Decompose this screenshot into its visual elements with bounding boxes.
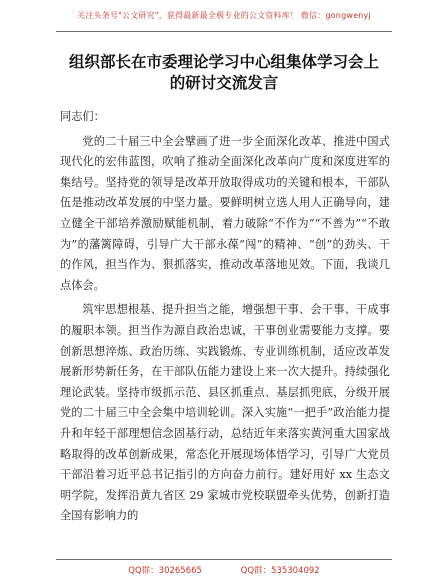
paragraph-2: 筑牢思想根基、提升担当之能，增强想干事、会干事、干成事的履职本领。担当作为源自政治忠诚，干事创业需要能力支撑。要创新思想淬炼、政治历练、实践锻炼、专业训练机制，适应改革发展新形势新任务，在干部队伍能力建设上来一次大提升。持续强化理论武装。坚持市级抓示范、县区抓重点、基层抓兜底，分级开展党的二十届三中全会集中培训轮训。深入实施“一把手”政治能力提升和年轻干部理想信念固基行动，总结近年来落实黄河重大国家战略取得的改革创新成果，常态化开展现场体悟学习，引导广大党员干部沿着习近平总书记指引的方向奋力前行。建好用好 xx 生态文明学院，发挥沿黄九省区 29 家城市党校联盟牵头优势，创新打造全国有影响力的 [60,303,390,523]
footer-divider [56,559,392,560]
title-line-1: 组织部长在市委理论学习中心组集体学习会上 [68,53,379,71]
footer [0,564,448,576]
header-divider [56,31,392,32]
document-body [60,107,390,531]
paragraph-1: 党的二十届三中全会擘画了进一步全面深化改革、推进中国式现代化的宏伟蓝图，吹响了推动全面深化改革向广度和深度进军的集结号。坚持党的领导是改革开放取得成功的关键和根本，干部队伍是推动改革发展的中坚力量。要鲜明树立选人用人正确导向，建立健全干部培养激励赋能机制，着力破除“不作为”“不善为”“不敢为”的藩篱障碍，引导广大干部永葆“闯”的精神、“创”的劲头、干的作风，担当作为、狠抓落实，推动改革落地见效。下面，我谈几点体会。 [60,134,390,292]
title-line-2: 的研讨交流发言 [169,74,279,92]
salutation: 同志们： [60,110,105,123]
header-banner: 关注头条号"公文研究"，获得最新最全极专业的公文资料库！ 微信：gongwenyj [77,11,371,20]
footer-qq-group-1: QQ群：30265665 [128,566,202,576]
document-title [40,52,408,94]
footer-qq-group-2: QQ群：535304092 [240,566,320,576]
